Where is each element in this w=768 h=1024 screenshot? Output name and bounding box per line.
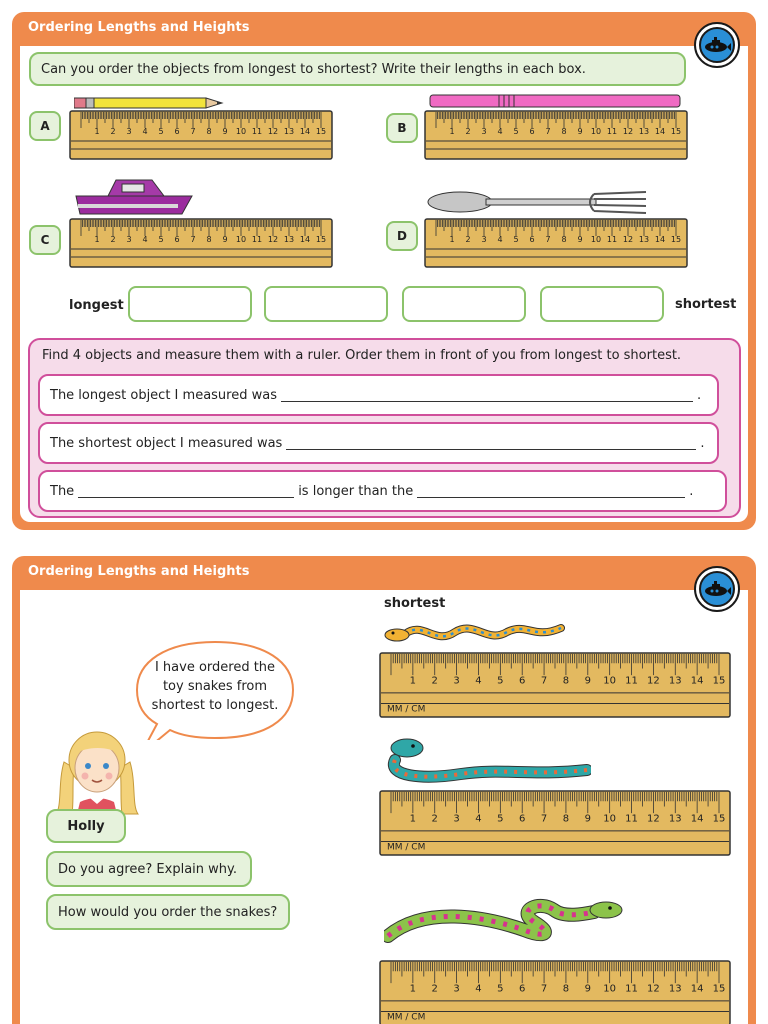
ruler-number: 11 <box>606 127 618 136</box>
ruler-number: 3 <box>453 813 460 825</box>
ruler-number: 12 <box>622 235 634 244</box>
ruler-number: 9 <box>222 235 228 244</box>
measure-activity-panel <box>28 338 741 518</box>
ruler-number: 10 <box>603 813 617 825</box>
ruler-number: 13 <box>283 235 295 244</box>
ruler-number: 9 <box>577 235 583 244</box>
holly-character-icon <box>52 722 142 818</box>
ruler-number: 9 <box>584 675 591 687</box>
ruler-number: 12 <box>647 983 660 995</box>
ruler-number: 5 <box>497 813 504 825</box>
period: . <box>700 435 705 451</box>
page-title: Ordering Lengths and Heights <box>28 20 250 35</box>
answer-box-1[interactable] <box>128 286 252 322</box>
ruler-number: 12 <box>622 127 634 136</box>
ruler-number: 7 <box>540 983 548 995</box>
ruler-number: 3 <box>481 127 487 136</box>
ruler-number: 2 <box>431 983 438 995</box>
character-name-tag: Holly <box>46 809 126 843</box>
item-label-d: D <box>386 221 418 251</box>
item-label-a: A <box>29 111 61 141</box>
ruler-number: 10 <box>235 127 247 136</box>
ruler-number: 7 <box>540 675 548 687</box>
ruler-number: 6 <box>174 235 180 244</box>
ruler-number: 6 <box>529 235 535 244</box>
ruler-number: 8 <box>206 127 212 136</box>
ruler-number: 6 <box>519 675 526 687</box>
ruler-number: 13 <box>638 127 650 136</box>
sentence-compare-mid: is longer than the <box>298 483 414 499</box>
answer-box-3[interactable] <box>402 286 526 322</box>
ruler-number: 10 <box>590 235 602 244</box>
ruler-number: 14 <box>654 127 666 136</box>
snake-long-icon <box>384 896 624 952</box>
ruler-number: 15 <box>670 127 682 136</box>
ruler-number: 1 <box>409 813 417 825</box>
ruler-number: 8 <box>562 675 570 687</box>
ruler-number: 7 <box>190 235 196 244</box>
period: . <box>696 387 702 403</box>
answer-line[interactable] <box>286 436 696 450</box>
ruler-b <box>424 110 688 160</box>
item-label-b: B <box>386 113 418 143</box>
ruler-number: 11 <box>625 813 638 825</box>
ruler-number: 8 <box>562 813 570 825</box>
ruler-number: 2 <box>431 675 438 687</box>
ruler-number: 11 <box>606 235 618 244</box>
answer-line[interactable] <box>281 388 693 402</box>
ruler-d <box>424 218 688 268</box>
submarine-logo-icon <box>694 22 740 68</box>
ruler-number: 11 <box>625 983 638 995</box>
ruler-number: 4 <box>497 127 503 136</box>
ruler-number: 11 <box>625 675 638 687</box>
ruler-number: 8 <box>561 235 567 244</box>
ruler-number: 14 <box>299 127 311 136</box>
ruler-number: 6 <box>529 127 535 136</box>
answer-box-2[interactable] <box>264 286 388 322</box>
instruction-box: Can you order the objects from longest to shortest? Write their lengths in each box. <box>29 52 686 86</box>
ruler-number: 12 <box>647 675 660 687</box>
ruler-number: 15 <box>315 127 327 136</box>
sentence-row-compare[interactable] <box>38 470 727 512</box>
fork-icon <box>426 188 648 218</box>
ruler-number: 13 <box>668 675 682 687</box>
ruler-number: 9 <box>577 127 583 136</box>
period: . <box>689 483 694 499</box>
ruler-number: 5 <box>513 127 519 136</box>
answer-line[interactable] <box>78 484 294 498</box>
sentence-compare-start: The <box>50 483 75 499</box>
shortest-label: shortest <box>384 596 446 611</box>
ruler-number: 4 <box>142 235 148 244</box>
ruler-number: 11 <box>251 127 263 136</box>
ruler-number: 8 <box>206 235 212 244</box>
ruler-unit-label: MM / CM <box>387 842 426 853</box>
ruler-number: 7 <box>190 127 196 136</box>
submarine-logo-icon <box>694 566 740 612</box>
ruler-number: 14 <box>690 983 704 995</box>
ruler-number: 4 <box>497 235 503 244</box>
ruler-large-3 <box>379 960 731 1024</box>
ruler-number: 2 <box>465 235 471 244</box>
ruler-number: 14 <box>654 235 666 244</box>
ruler-number: 2 <box>431 813 438 825</box>
ruler-number: 3 <box>126 127 132 136</box>
activity-instruction: Find 4 objects and measure them with a ruler. Order them in front of you from longest to shortest. <box>42 348 682 363</box>
ruler-number: 10 <box>235 235 247 244</box>
item-label-c: C <box>29 225 61 255</box>
ruler-c <box>69 218 333 268</box>
sentence-longest-text: The longest object I measured was <box>50 387 277 403</box>
ruler-unit-label: MM / CM <box>387 1012 426 1023</box>
ruler-a <box>69 110 333 160</box>
ruler-number: 2 <box>465 127 471 136</box>
ruler-number: 11 <box>251 235 263 244</box>
ruler-number: 5 <box>513 235 519 244</box>
ruler-number: 3 <box>453 983 460 995</box>
question-agree: Do you agree? Explain why. <box>46 851 252 887</box>
ruler-number: 10 <box>590 127 602 136</box>
snake-short-icon <box>383 618 565 648</box>
toy-boat-icon <box>74 176 196 218</box>
ruler-number: 15 <box>712 983 726 995</box>
ruler-number: 8 <box>562 983 570 995</box>
ruler-number: 13 <box>668 813 682 825</box>
ruler-number: 4 <box>475 983 482 995</box>
marker-icon <box>429 93 681 109</box>
question-order: How would you order the snakes? <box>46 894 290 930</box>
ruler-number: 4 <box>475 813 482 825</box>
ruler-number: 6 <box>519 813 526 825</box>
ruler-unit-label: MM / CM <box>387 704 426 715</box>
ruler-number: 1 <box>449 235 455 244</box>
snake-medium-icon <box>381 736 591 786</box>
ruler-number: 14 <box>690 813 704 825</box>
speech-text: I have ordered the toy snakes from shortest to longest. <box>151 660 279 713</box>
ruler-number: 4 <box>475 675 482 687</box>
sentence-row-longest[interactable] <box>38 374 719 416</box>
answer-line[interactable] <box>417 484 685 498</box>
shortest-label: shortest <box>675 297 737 312</box>
ruler-number: 10 <box>603 983 617 995</box>
ruler-number: 13 <box>638 235 650 244</box>
ruler-number: 2 <box>110 235 116 244</box>
ruler-number: 9 <box>222 127 228 136</box>
ruler-number: 3 <box>481 235 487 244</box>
ruler-number: 3 <box>453 675 460 687</box>
ruler-number: 14 <box>690 675 704 687</box>
pencil-icon <box>74 96 226 110</box>
ruler-number: 15 <box>315 235 327 244</box>
ruler-number: 5 <box>497 983 504 995</box>
ruler-number: 5 <box>497 675 504 687</box>
ruler-number: 3 <box>126 235 132 244</box>
ruler-number: 9 <box>584 983 591 995</box>
ruler-number: 15 <box>670 235 682 244</box>
ruler-number: 1 <box>409 983 417 995</box>
sentence-row-shortest[interactable] <box>38 422 719 464</box>
ruler-number: 13 <box>283 127 295 136</box>
ruler-number: 6 <box>519 983 526 995</box>
page-title: Ordering Lengths and Heights <box>28 564 250 579</box>
ruler-number: 1 <box>409 675 417 687</box>
ruler-number: 12 <box>267 235 279 244</box>
ruler-large-2 <box>379 790 731 856</box>
ruler-number: 4 <box>142 127 148 136</box>
ruler-number: 8 <box>561 127 567 136</box>
ruler-number: 7 <box>545 127 551 136</box>
ruler-number: 12 <box>267 127 279 136</box>
ruler-number: 7 <box>545 235 551 244</box>
ruler-number: 14 <box>299 235 311 244</box>
ruler-number: 15 <box>712 675 726 687</box>
ruler-number: 5 <box>158 127 164 136</box>
longest-label: longest <box>69 298 124 313</box>
ruler-number: 2 <box>110 127 116 136</box>
ruler-number: 6 <box>174 127 180 136</box>
ruler-number: 9 <box>584 813 591 825</box>
answer-box-4[interactable] <box>540 286 664 322</box>
ruler-number: 5 <box>158 235 164 244</box>
ruler-large-1 <box>379 652 731 718</box>
ruler-number: 15 <box>712 813 726 825</box>
ruler-number: 13 <box>668 983 682 995</box>
ruler-number: 1 <box>94 127 100 136</box>
ruler-number: 10 <box>603 675 617 687</box>
ruler-number: 7 <box>540 813 548 825</box>
sentence-shortest-text: The shortest object I measured was <box>50 435 283 451</box>
ruler-number: 1 <box>94 235 100 244</box>
ruler-number: 1 <box>449 127 455 136</box>
ruler-number: 12 <box>647 813 660 825</box>
